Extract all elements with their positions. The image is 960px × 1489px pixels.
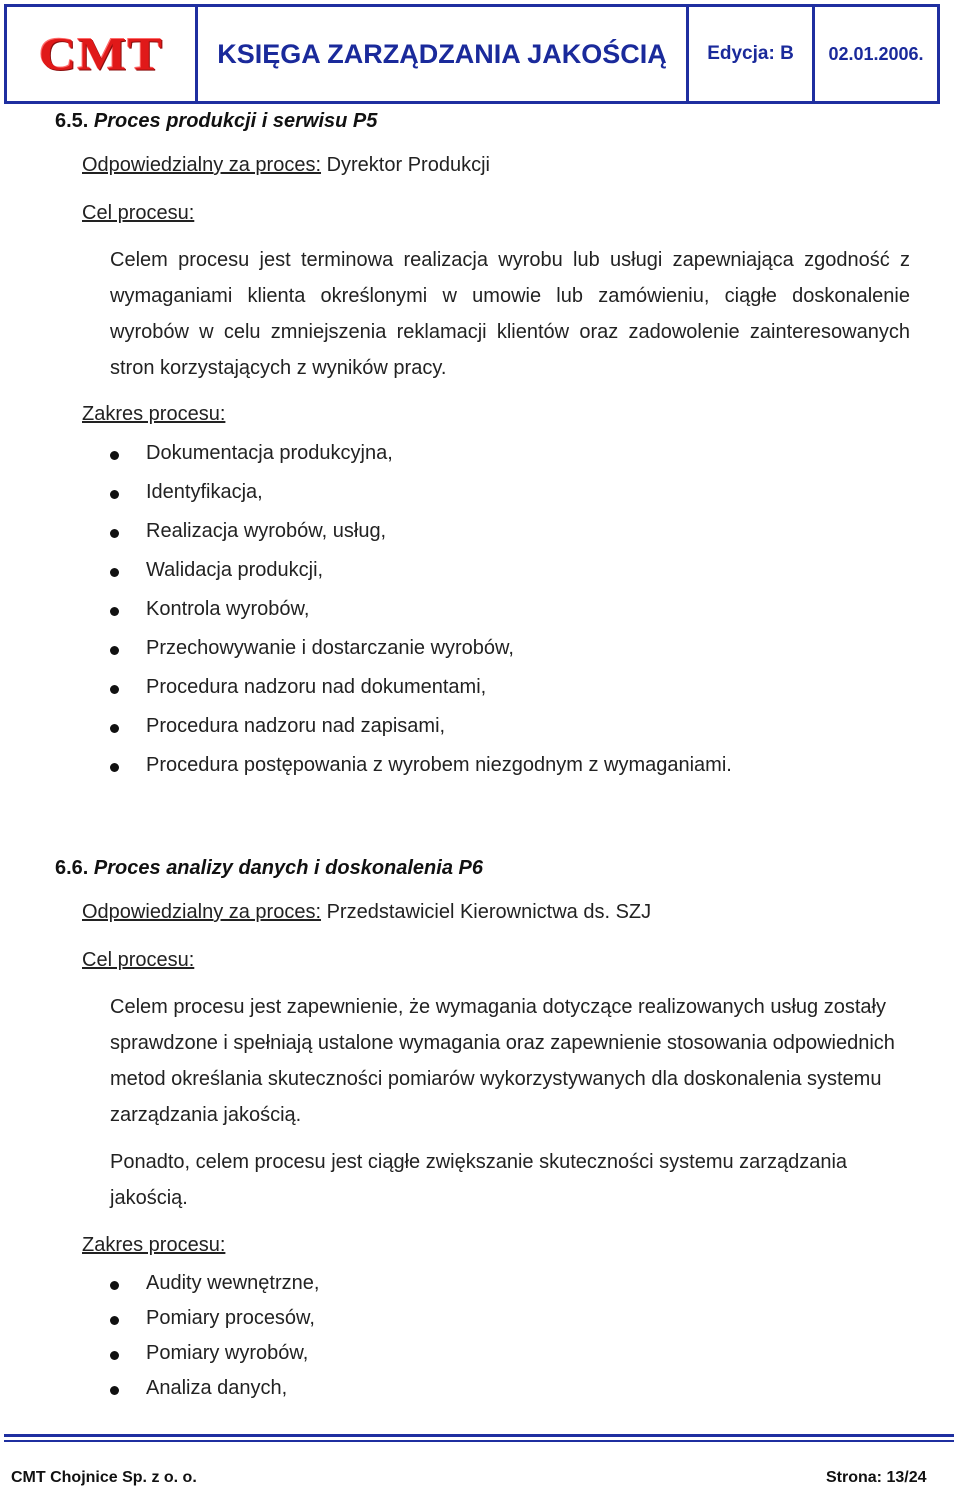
scope-label: Zakres procesu: [82, 403, 226, 425]
list-item [108, 442, 732, 481]
section-heading-6-6 [55, 857, 483, 880]
scope-label: Zakres procesu: [82, 1234, 226, 1256]
list-item [108, 520, 732, 559]
list-item-text: Audity wewnętrzne, [146, 1272, 320, 1294]
footer-company: CMT Chojnice Sp. z o. o. [11, 1469, 197, 1486]
bullet-icon [110, 607, 119, 616]
goal-paragraph-1: Celem procesu jest zapewnienie, że wymagania dotyczące realizowanych usług zostały sprawdzone i spełniają ustalone wymagania oraz zapewnienie stosowania odpowiednich metod określania skuteczności pomiarów wykorzystywanych dla doskonalenia systemu zarządzania jakością. [110, 996, 895, 1126]
list-item-text: Procedura nadzoru nad dokumentami, [146, 676, 487, 698]
footer-page-number: Strona: 13/24 [826, 1469, 927, 1486]
scope-list [108, 442, 732, 793]
edition-cell [689, 7, 815, 101]
bullet-icon [110, 724, 119, 733]
title-cell [198, 7, 689, 101]
list-item [108, 676, 732, 715]
bullet-icon [110, 1386, 119, 1395]
goal-label-line [82, 949, 194, 972]
responsible-value: Dyrektor Produkcji [326, 154, 490, 176]
bullet-icon [110, 685, 119, 694]
list-item [108, 1272, 319, 1307]
list-item [108, 598, 732, 637]
list-item-text: Przechowywanie i dostarczanie wyrobów, [146, 637, 514, 659]
responsible-label: Odpowiedzialny za proces: [82, 154, 322, 176]
list-item-text: Dokumentacja produkcyjna, [146, 442, 393, 464]
bullet-icon [110, 451, 119, 460]
list-item-text: Pomiary wyrobów, [146, 1342, 309, 1364]
list-item-text: Pomiary procesów, [146, 1307, 315, 1329]
document-header [4, 4, 940, 104]
scope-label-line [82, 1234, 225, 1257]
section-heading-6-5 [55, 110, 377, 133]
list-item [108, 1342, 319, 1377]
document-title: KSIĘGA ZARZĄDZANIA JAKOŚCIĄ [217, 38, 667, 69]
list-item-text: Procedura nadzoru nad zapisami, [146, 715, 446, 737]
list-item [108, 481, 732, 520]
list-item [108, 637, 732, 676]
bullet-icon [110, 529, 119, 538]
list-item-text: Procedura postępowania z wyrobem niezgodnym z wymaganiami. [146, 754, 732, 776]
scope-label-line [82, 403, 225, 426]
list-item [108, 559, 732, 598]
goal-label-line [82, 202, 194, 225]
company-logo: CMT [38, 28, 164, 80]
list-item [108, 1377, 319, 1415]
goal-paragraph: Celem procesu jest terminowa realizacja wyrobu lub usługi zapewniająca zgodność z wymaganiami klienta określonymi w umowie lub zamówieniu, ciągłe doskonalenie wyrobów w celu zmniejszenia reklamacji klientów oraz zadowolenie zainteresowanych stron korzystających z wyników pracy. [110, 249, 910, 379]
footer-divider [4, 1440, 954, 1442]
responsible-label: Odpowiedzialny za proces: [82, 901, 322, 923]
section-number: 6.6. [55, 857, 89, 879]
section-number: 6.5. [55, 110, 89, 132]
goal-paragraph-2: Ponadto, celem procesu jest ciągłe zwiększanie skuteczności systemu zarządzania jakością. [110, 1151, 848, 1209]
list-item-text: Identyfikacja, [146, 481, 263, 503]
edition-label: Edycja: B [707, 43, 794, 64]
goal-label: Cel procesu: [82, 949, 195, 971]
bullet-icon [110, 1281, 119, 1290]
bullet-icon [110, 763, 119, 772]
list-item [108, 1307, 319, 1342]
section-title: Proces analizy danych i doskonalenia P6 [93, 857, 483, 879]
scope-list [108, 1272, 319, 1415]
list-item-text: Walidacja produkcji, [146, 559, 324, 581]
responsible-line [82, 154, 490, 177]
list-item-text: Kontrola wyrobów, [146, 598, 310, 620]
responsible-line [82, 901, 651, 924]
bullet-icon [110, 646, 119, 655]
list-item-text: Analiza danych, [146, 1377, 288, 1399]
list-item-text: Realizacja wyrobów, usług, [146, 520, 387, 542]
responsible-value: Przedstawiciel Kierownictwa ds. SZJ [326, 901, 652, 923]
bullet-icon [110, 568, 119, 577]
bullet-icon [110, 1316, 119, 1325]
date-cell [815, 7, 937, 101]
bullet-icon [110, 490, 119, 499]
logo-cell [7, 7, 198, 101]
goal-label: Cel procesu: [82, 202, 195, 224]
footer-divider [4, 1434, 954, 1437]
document-date: 02.01.2006. [828, 43, 924, 64]
section-title: Proces produkcji i serwisu P5 [93, 110, 378, 132]
list-item [108, 715, 732, 754]
list-item [108, 754, 732, 793]
bullet-icon [110, 1351, 119, 1360]
